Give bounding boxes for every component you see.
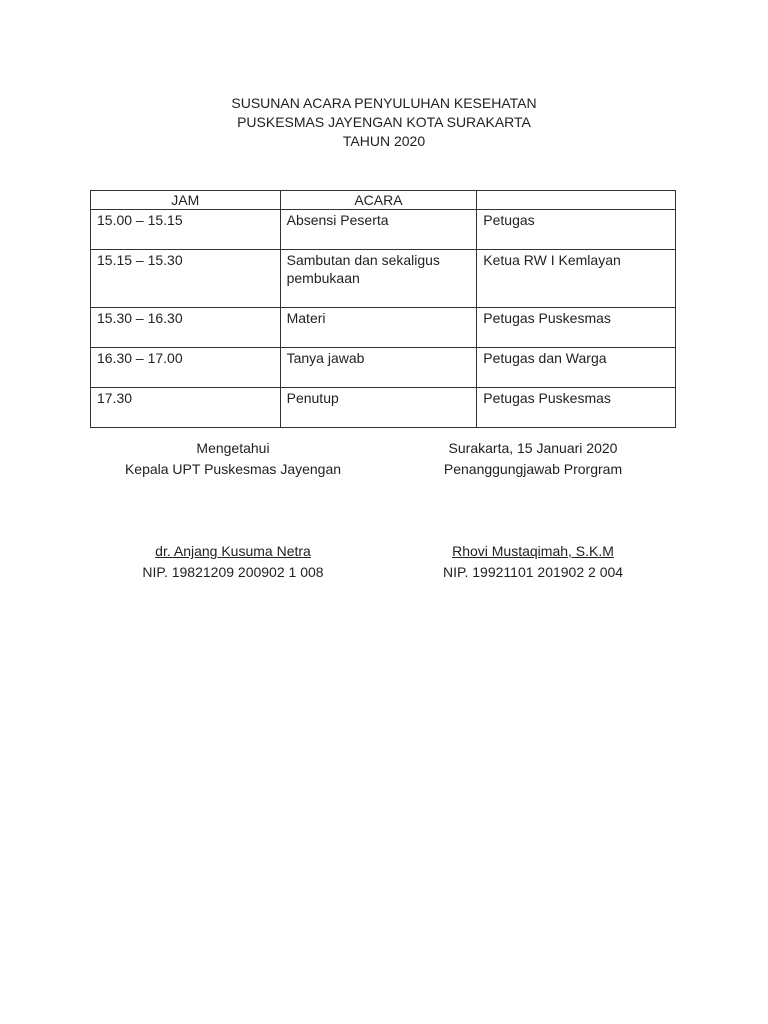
left-signature-heading <box>100 438 366 480</box>
cell-activity: Materi <box>280 308 477 348</box>
cell-person: Petugas Puskesmas <box>477 308 676 348</box>
cell-time: 15.30 – 16.30 <box>91 308 281 348</box>
column-header-jam: JAM <box>91 191 281 210</box>
right-signatory <box>400 541 666 583</box>
cell-person: Petugas Puskesmas <box>477 388 676 428</box>
cell-activity: Absensi Peserta <box>280 210 477 250</box>
cell-time: 15.00 – 15.15 <box>91 210 281 250</box>
left-signatory <box>100 541 366 583</box>
left-acknowledged-label: Mengetahui <box>196 440 270 456</box>
cell-time: 17.30 <box>91 388 281 428</box>
table-row <box>91 250 676 308</box>
title-line-3: TAHUN 2020 <box>342 133 426 149</box>
cell-activity: Tanya jawab <box>280 348 477 388</box>
right-place-date: Surakarta, 15 Januari 2020 <box>448 440 618 456</box>
right-signatory-name: Rhovi Mustaqimah, S.K.M <box>452 543 614 559</box>
cell-person: Ketua RW I Kemlayan <box>477 250 676 308</box>
right-position-label: Penanggungjawab Prorgram <box>443 461 623 477</box>
left-position-label: Kepala UPT Puskesmas Jayengan <box>124 461 342 477</box>
cell-activity: Sambutan dan sekaligus pembukaan <box>280 250 477 308</box>
table-row <box>91 210 676 250</box>
cell-person: Petugas <box>477 210 676 250</box>
table-row <box>91 348 676 388</box>
title-line-2: PUSKESMAS JAYENGAN KOTA SURAKARTA <box>237 114 531 130</box>
right-signatory-nip: NIP. 19921101 201902 2 004 <box>442 564 624 580</box>
table-row <box>91 388 676 428</box>
cell-person: Petugas dan Warga <box>477 348 676 388</box>
cell-time: 15.15 – 15.30 <box>91 250 281 308</box>
column-header-acara: ACARA <box>280 191 477 210</box>
left-signatory-name: dr. Anjang Kusuma Netra <box>155 543 311 559</box>
table-row <box>91 308 676 348</box>
title-line-1: SUSUNAN ACARA PENYULUHAN KESEHATAN <box>231 95 537 111</box>
cell-time: 16.30 – 17.00 <box>91 348 281 388</box>
left-signatory-nip: NIP. 19821209 200902 1 008 <box>142 564 324 580</box>
cell-activity: Penutup <box>280 388 477 428</box>
column-header-pic <box>477 191 676 210</box>
schedule-table <box>90 190 676 428</box>
right-signature-heading <box>400 438 666 480</box>
table-header-row <box>91 191 676 210</box>
document-title <box>0 94 768 151</box>
